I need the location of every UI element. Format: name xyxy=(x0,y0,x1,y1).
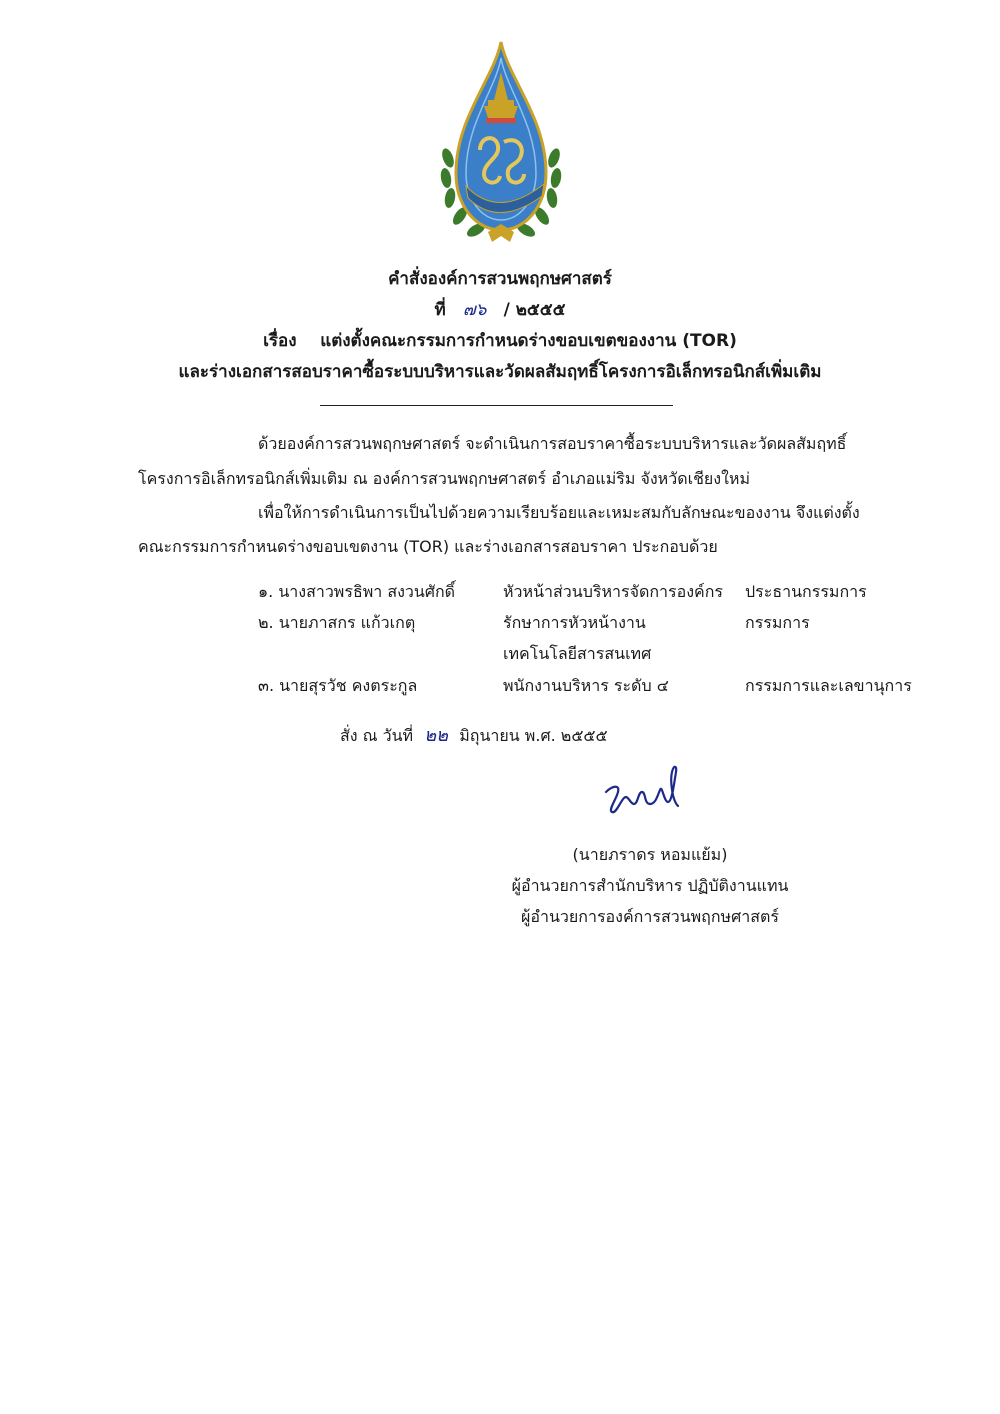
member-position: พนักงานบริหาร ระดับ ๔ xyxy=(503,676,669,695)
order-date-day: ๒๒ xyxy=(424,725,449,746)
paragraph-1-line-2: โครงการอิเล็กทรอนิกส์เพิ่มเติม ณ องค์การสวนพฤกษศาสตร์ อำเภอแม่ริม จังหวัดเชียงใหม่ xyxy=(138,469,751,488)
member-position-line-2: เทคโนโลยีสารสนเทศ xyxy=(503,644,652,663)
signatory-title-1: ผู้อำนวยการสำนักบริหาร ปฏิบัติงานแทน xyxy=(511,876,789,895)
order-number: ๗๖ xyxy=(462,300,487,320)
order-number-suffix: / ๒๕๕๕ xyxy=(503,300,566,320)
member-role: กรรมการ xyxy=(745,613,810,632)
member-position: รักษาการหัวหน้างาน xyxy=(503,613,646,632)
paragraph-1-line-1: ด้วยองค์การสวนพฤกษศาสตร์ จะดำเนินการสอบราคาซื้อระบบบริหารและวัดผลสัมฤทธิ์ xyxy=(258,434,847,453)
member-role: ประธานกรรมการ xyxy=(745,582,867,601)
order-number-prefix: ที่ xyxy=(434,300,446,320)
order-number-line xyxy=(0,296,1000,323)
member-role: กรรมการและเลขานุการ xyxy=(745,676,912,695)
signatory-title-2: ผู้อำนวยการองค์การสวนพฤกษศาสตร์ xyxy=(521,907,779,926)
member-position: หัวหน้าส่วนบริหารจัดการองค์กร xyxy=(503,582,723,601)
member-name: ๓. นายสุรวัช คงตระกูล xyxy=(258,676,418,695)
paragraph-2-line-2: คณะกรรมการกำหนดร่างขอบเขตงาน (TOR) และร่างเอกสารสอบราคา ประกอบด้วย xyxy=(138,537,718,556)
member-name: ๑. นางสาวพรธิพา สงวนศักดิ์ xyxy=(258,582,456,601)
subject-text: แต่งตั้งคณะกรรมการกำหนดร่างขอบเขตของงาน (TOR) xyxy=(320,331,737,351)
signatory-name: (นายภราดร หอมแย้ม) xyxy=(572,845,728,864)
order-date xyxy=(340,720,608,749)
member-name: ๒. นายภาสกร แก้วเกตุ xyxy=(258,613,416,632)
subject-continuation: และร่างเอกสารสอบราคาซื้อระบบบริหารและวัดผลสัมฤทธิ์โครงการอิเล็กทรอนิกส์เพิ่มเติม xyxy=(178,362,822,382)
header-divider xyxy=(320,405,673,406)
organization-logo xyxy=(436,38,566,250)
subject-label: เรื่อง xyxy=(263,331,297,351)
handwritten-signature xyxy=(598,762,690,824)
order-title: คำสั่งองค์การสวนพฤกษศาสตร์ xyxy=(388,269,612,289)
order-date-month-year: มิถุนายน พ.ศ. ๒๕๕๕ xyxy=(459,726,608,745)
paragraph-2-line-1: เพื่อให้การดำเนินการเป็นไปด้วยความเรียบร้อยและเหมะสมกับลักษณะของงาน จึงแต่งตั้ง xyxy=(258,503,860,522)
subject-line xyxy=(0,327,1000,354)
order-date-prefix: สั่ง ณ วันที่ xyxy=(340,726,414,745)
